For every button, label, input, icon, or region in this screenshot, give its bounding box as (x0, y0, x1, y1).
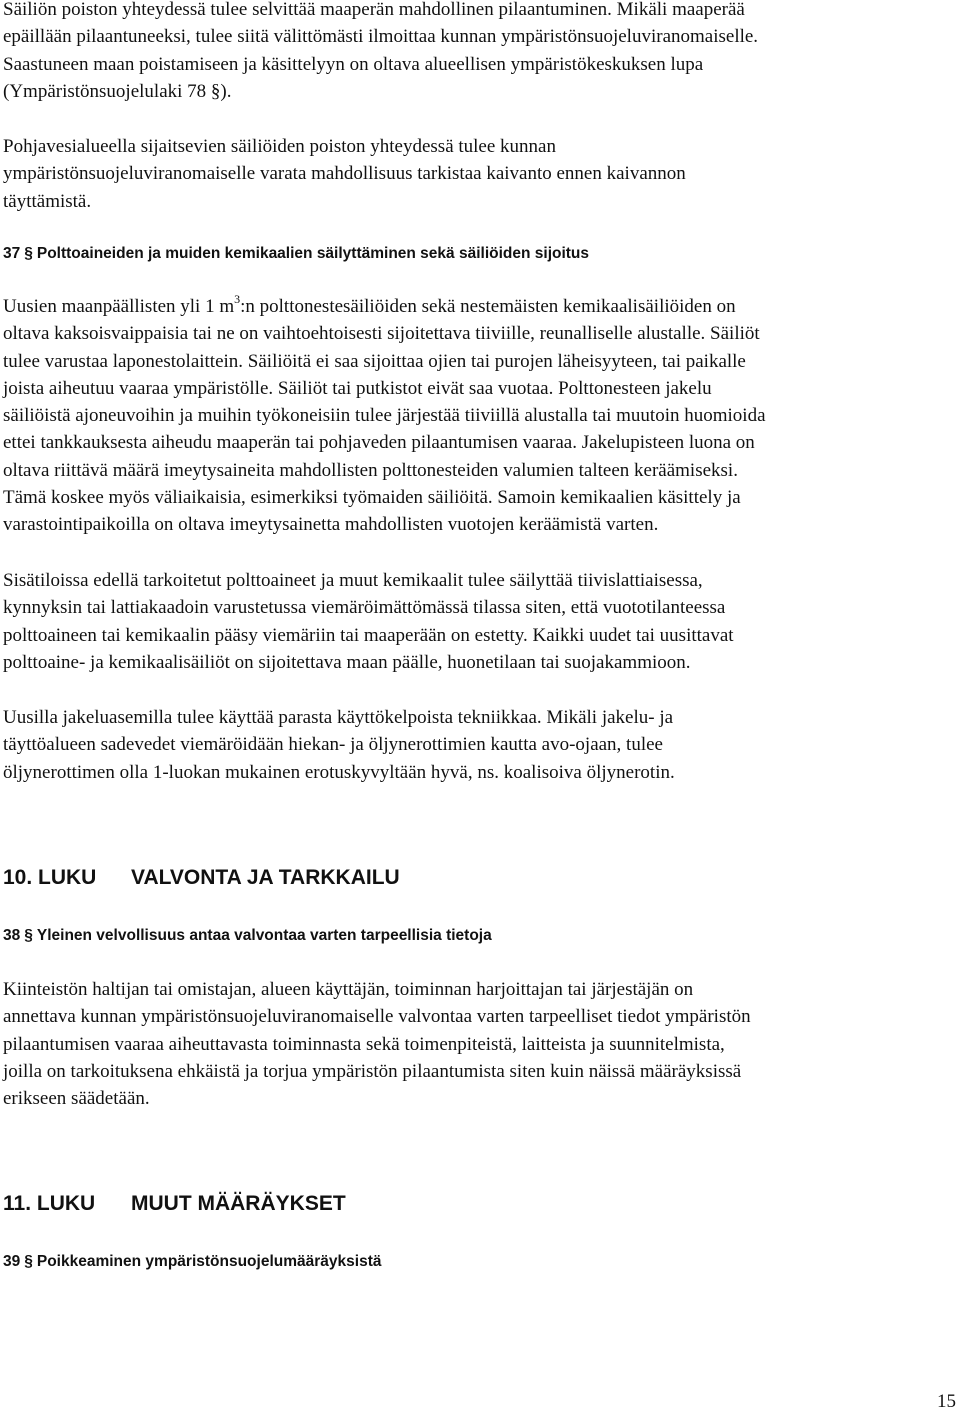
paragraph-chemical-storage (3, 293, 948, 539)
text-line: öljynerottimen olla 1-luokan mukainen erotuskyvyltään hyvä, ns. koalisoiva öljynerotin. (3, 761, 675, 783)
chapter-title: VALVONTA JA TARKKAILU (131, 866, 400, 889)
text-line: Pohjavesialueella sijaitsevien säiliöiden poiston yhteydessä tulee kunnan (3, 136, 556, 157)
chapter-heading-10 (3, 866, 400, 890)
text-line: erikseen säädetään. (3, 1088, 150, 1110)
text-line: täyttämistä. (3, 190, 92, 212)
text-line: Sisätiloissa edellä tarkoitetut polttoaineet ja muut kemikaalit tulee säilyttää tiivislattiaisessa, (3, 570, 703, 591)
text-line: pilaantumisen vaaraa aiheuttavasta toiminnasta sekä toimenpiteistä, laitteista ja suunnitelmista, (3, 1033, 725, 1055)
text-line: täyttöalueen sadevedet viemäröidään hiekan- ja öljynerottimien kautta avo-ojaan, tulee (3, 734, 663, 756)
text-line: (Ympäristönsuojelulaki 78 §). (3, 80, 232, 102)
paragraph-groundwater-area (3, 133, 948, 215)
section-number: 37 (3, 245, 21, 262)
text-line: Tämä koskee myös väliaikaisia, esimerkiksi työmaiden säiliöitä. Samoin kemikaalien käsittely ja (3, 487, 741, 509)
text-line: epäillään pilaantuneeksi, tulee siitä välittömästi ilmoittaa kunnan ympäristönsuojeluviranomaiselle. (3, 26, 759, 48)
paragraph-tank-removal (3, 0, 948, 105)
text-line: annettava kunnan ympäristönsuojeluviranomaiselle valvontaa varten tarpeelliset tiedot ympäristön (3, 1006, 751, 1028)
text-line: Kiinteistön haltijan tai omistajan, alueen käyttäjän, toiminnan harjoittajan tai järjestäjän on (3, 979, 694, 1000)
text-line: varastointipaikoilla on oltava imeytysainetta mahdollisten vuotojen keräämistä varten. (3, 514, 659, 536)
section-number: 39 (3, 1253, 21, 1270)
text-fragment: Uusien maanpäällisten yli 1 m (3, 296, 235, 317)
section-symbol: § (24, 1253, 33, 1270)
paragraph-distribution-stations (3, 704, 948, 786)
text-line: säiliöistä ajoneuvoihin ja muihin työkoneisiin tulee järjestää tiiviillä alustalla tai muutoin huomioida (3, 405, 766, 427)
text-line: polttoaineen tai kemikaalin pääsy viemäriin tai maaperään on estetty. Kaikki uudet tai uusittavat (3, 624, 734, 646)
text-fragment: :n polttonestesäiliöiden sekä nestemäisten kemikaalisäiliöiden on (240, 296, 736, 317)
text-line: Uusilla jakeluasemilla tulee käyttää parasta käyttökelpoista tekniikkaa. Mikäli jakelu- ja (3, 707, 674, 728)
text-line: kynnyksin tai lattiakaadoin varustetussa viemäröimättömässä tilassa siten, että vuototilanteessa (3, 597, 726, 619)
text-line: joilla on tarkoituksena ehkäistä ja torjua ympäristön pilaantumista siten kuin näissä määräyksissä (3, 1060, 742, 1082)
text-line: Säiliön poiston yhteydessä tulee selvittää maaperän mahdollinen pilaantuminen. Mikäli maaperää (3, 0, 745, 20)
superscript: 3 (234, 291, 241, 306)
chapter-title: MUUT MÄÄRÄYKSET (131, 1192, 346, 1215)
section-title: Yleinen velvollisuus antaa valvontaa varten tarpeellisia tietoja (36, 927, 492, 944)
section-heading-38 (3, 927, 492, 945)
text-line: ympäristönsuojeluviranomaiselle varata mahdollisuus tarkistaa kaivanto ennen kaivannon (3, 163, 686, 185)
chapter-number: 11. LUKU (3, 1192, 96, 1215)
paragraph-information-obligation (3, 976, 948, 1112)
text-line: polttoaine- ja kemikaalisäiliöt on sijoitettava maan päälle, huonetilaan tai suojakammioon. (3, 651, 691, 673)
chapter-heading-11 (3, 1192, 346, 1216)
text-line: oltava kaksoisvaippaisia tai ne on vaihtoehtoisesti sijoitettava tiiviille, reunalliselle alustalle. Säiliöt (3, 323, 760, 345)
section-heading-37 (3, 245, 589, 263)
paragraph-indoor-storage (3, 567, 948, 676)
section-symbol: § (24, 927, 33, 944)
text-line: ettei tankkauksesta aiheudu maaperän tai pohjaveden pilaantumisen vaaraa. Jakelupisteen luona on (3, 432, 755, 454)
text-line: oltava riittävä määrä imeytysaineita mahdollisten polttonesteiden valumien talteen keräämiseksi. (3, 459, 738, 481)
page-number: 15 (937, 1391, 956, 1412)
section-symbol: § (24, 245, 33, 262)
text-line: joista aiheutuu vaaraa ympäristölle. Säiliöt tai putkistot eivät saa vuotaa. Polttonesteen jakelu (3, 377, 712, 399)
text-line (3, 293, 948, 320)
text-line: Saastuneen maan poistamiseen ja käsittelyyn on oltava alueellisen ympäristökeskuksen lupa (3, 53, 704, 75)
section-heading-39 (3, 1253, 381, 1271)
section-title: Polttoaineiden ja muiden kemikaalien säilyttäminen sekä säiliöiden sijoitus (36, 245, 590, 262)
section-number: 38 (3, 927, 21, 944)
text-line: tulee varustaa laponestolaittein. Säiliöitä ei saa sijoittaa ojien tai purojen läheisyyteen, tai paikalle (3, 350, 746, 372)
section-title: Poikkeaminen ympäristönsuojelumääräyksistä (36, 1253, 382, 1270)
chapter-number: 10. LUKU (3, 866, 97, 889)
